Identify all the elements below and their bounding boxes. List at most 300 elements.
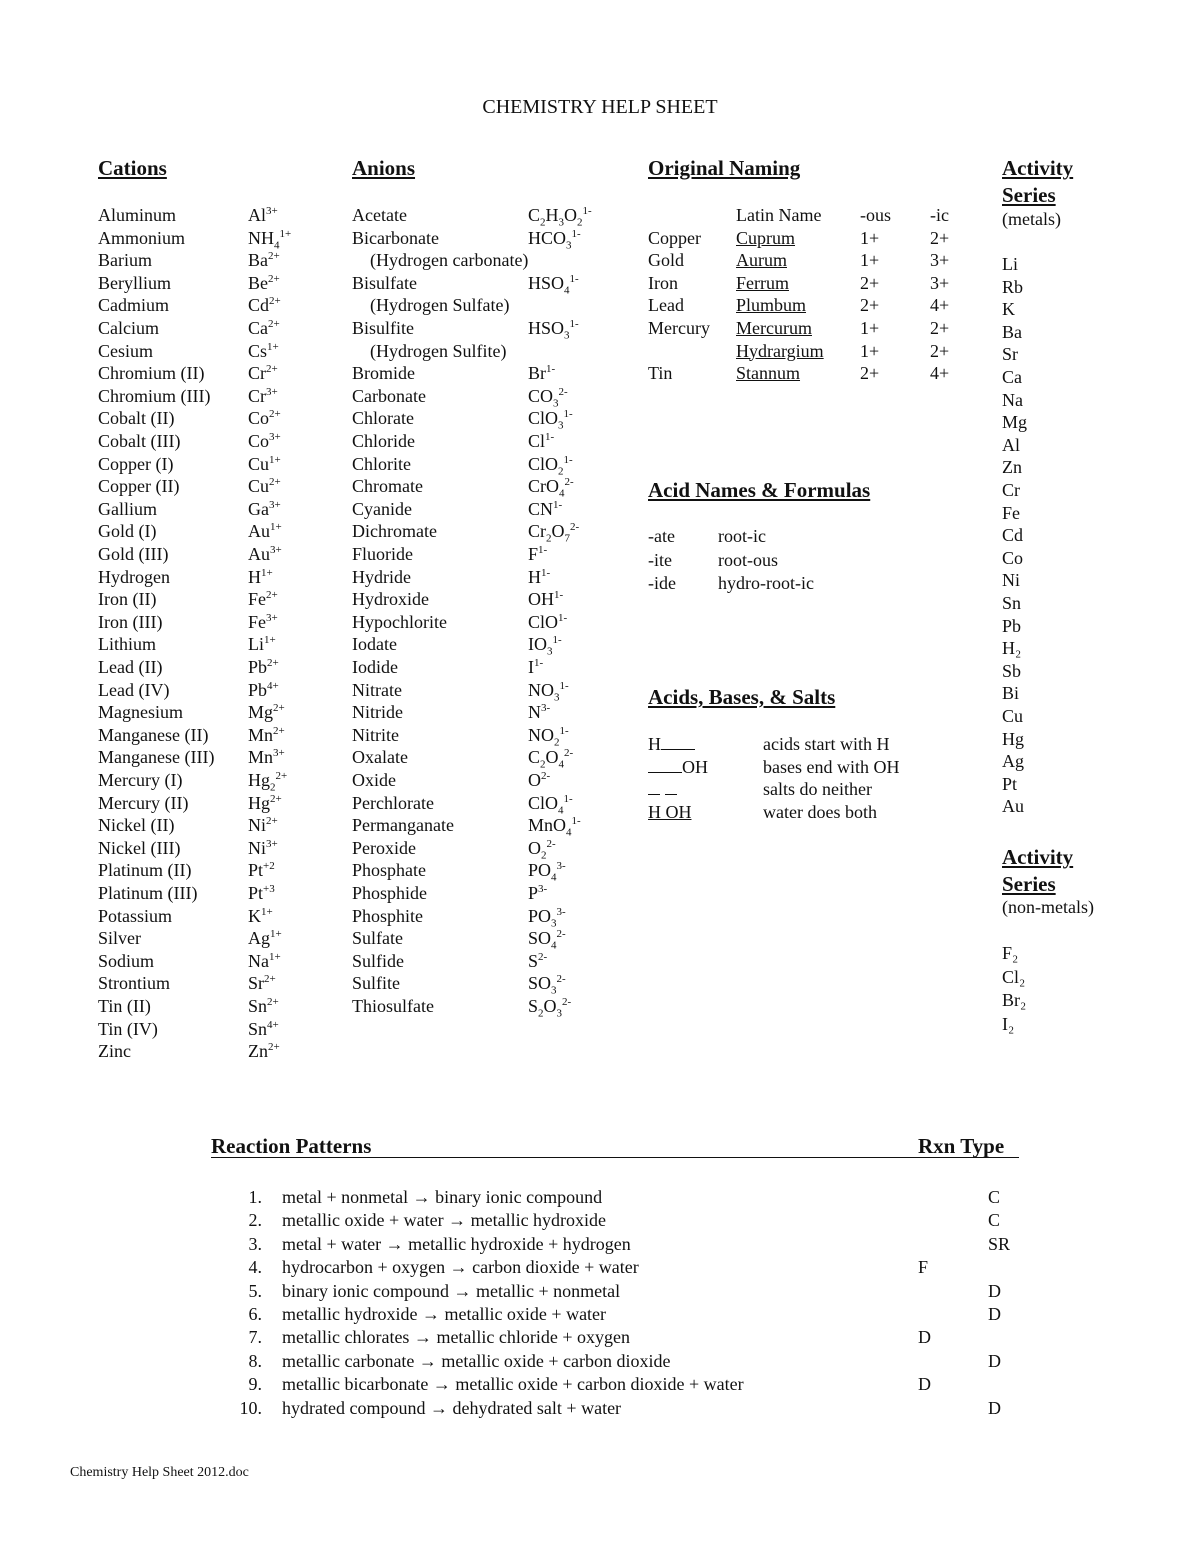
abs-description: bases end with OH	[763, 756, 900, 777]
charge: 2+	[266, 363, 278, 376]
acid-suffix: -ite	[648, 549, 672, 570]
charge: 1-	[554, 589, 564, 602]
charge: 1-	[553, 498, 563, 511]
cation-formula: $Al^{3+}$	[248, 205, 278, 225]
subscript: 2	[546, 532, 552, 545]
cation-formula: $Co^{3+}$	[248, 431, 281, 451]
activity-metal: Zn	[1002, 457, 1022, 478]
activity-metal: Au	[1002, 796, 1024, 817]
charge: 3+	[273, 747, 285, 760]
anion-formula: $SO_3^{2-}$	[528, 973, 566, 997]
anion-formula: CrO$_4^{2-}$	[528, 476, 574, 500]
charge: 1-	[563, 408, 573, 421]
subscript: 4	[558, 758, 565, 771]
activity-metal: H₂	[1002, 638, 1022, 659]
charge: 1+	[279, 227, 292, 240]
cation-formula: $Pt^{+3}$	[248, 883, 275, 903]
charge: 2-	[558, 385, 568, 398]
charge: 1-	[571, 815, 581, 828]
cation-formula: $Cs^{1+}$	[248, 340, 279, 361]
anion-name: Nitrate	[352, 679, 402, 700]
cation-name: Platinum (III)	[98, 883, 198, 903]
acid-suffix: -ate	[648, 526, 675, 546]
reaction-text: metallic oxide + water → metallic hydroxide	[282, 1210, 607, 1231]
reaction-text: metal + nonmetal → binary ionic compound	[282, 1187, 603, 1207]
charge: 1-	[545, 431, 555, 443]
anion-formula: $PO_4^{3-}$	[528, 860, 566, 884]
charge: 1-	[534, 657, 544, 669]
anion-formula: $O_2^{2-}$	[528, 837, 556, 862]
activity-metal: Pb	[1002, 615, 1022, 636]
activity-nonmetals-subtitle: (non-metals)	[1002, 897, 1094, 917]
charge: 1+	[261, 905, 273, 918]
anion-name: Iodide	[352, 657, 398, 677]
charge: 2+	[269, 408, 281, 421]
cation-formula: $Pb^{4+}$	[248, 679, 279, 700]
reaction-type: SR	[988, 1233, 1011, 1254]
acid-rule: root-ous	[718, 549, 778, 570]
anion-formula: $NO_3^{1-}$	[528, 679, 569, 704]
anion-formula: $CN^{1-}$	[528, 498, 563, 519]
cation-formula: $Fe^{3+}$	[248, 611, 278, 632]
charge: 1-	[563, 453, 573, 466]
anion-name: Bicarbonate	[352, 227, 439, 248]
cation-formula: $Mg^{2+}$	[248, 702, 285, 723]
charge: 1+	[270, 928, 282, 941]
charge: 2+	[270, 792, 282, 805]
blank-line	[665, 780, 677, 795]
cation-name: Strontium	[98, 973, 171, 994]
anion-name: Perchlorate	[352, 792, 434, 813]
reaction-number: 5.	[248, 1280, 262, 1301]
charge: 2-	[556, 973, 566, 986]
charge: 3-	[556, 860, 566, 873]
anion-formula: $SO_4^{2-}$	[528, 928, 566, 952]
activity-metals-heading-1: Activity	[1002, 156, 1074, 180]
anion-formula: $C_2H_3O_2^{1-}$	[528, 205, 592, 229]
anion-name: Oxide	[352, 770, 396, 790]
subscript: 2	[541, 849, 547, 862]
anion-name: Acetate	[352, 205, 407, 225]
cation-name: Lithium	[98, 634, 156, 655]
cation-name: Lead (IV)	[98, 679, 170, 700]
charge: 2+	[268, 1041, 280, 1054]
cation-name: Sodium	[98, 950, 155, 971]
subscript: 3	[553, 397, 559, 410]
anion-formula: $HCO_3^{1-}$	[528, 227, 581, 252]
subscript: 2	[554, 736, 560, 749]
abs-pattern: H OH	[648, 801, 692, 822]
anion-formula: $F^{1-}$	[528, 544, 548, 564]
cation-name: Ammonium	[98, 227, 186, 248]
cation-name: Aluminum	[98, 205, 177, 225]
naming-ic: 4+	[930, 295, 950, 316]
charge: 2+	[268, 318, 280, 330]
cation-formula: $Mn^{2+}$	[248, 724, 285, 745]
cation-name: Potassium	[98, 905, 173, 926]
charge: 1-	[569, 272, 579, 285]
charge: 2+	[264, 973, 276, 986]
subscript: 4	[558, 804, 564, 817]
activity-metal: Cd	[1002, 525, 1024, 546]
activity-nonmetal: I₂	[1002, 1013, 1015, 1034]
anion-formula: $I^{1-}$	[528, 657, 544, 677]
cation-formula: $Na^{1+}$	[248, 950, 281, 971]
charge: 2+	[266, 815, 278, 828]
anion-name: Peroxide	[352, 837, 416, 858]
charge: 1+	[270, 521, 282, 534]
reaction-text: hydrocarbon + oxygen → carbon dioxide + water	[282, 1257, 639, 1278]
reaction-type: F	[918, 1257, 929, 1278]
naming-element: Tin	[648, 363, 673, 384]
charge: 4+	[267, 679, 279, 692]
cation-formula: $Mn^{3+}$	[248, 747, 285, 768]
charge: 2+	[273, 724, 285, 737]
cation-name: Gold (I)	[98, 521, 157, 542]
cation-formula: $Cr^{3+}$	[248, 385, 278, 406]
anion-formula: $Cr_2O_7^{2-}$	[528, 521, 580, 545]
reaction-type: D	[988, 1280, 1001, 1301]
charge: 1-	[569, 318, 579, 330]
subscript: 7	[564, 532, 570, 545]
reaction-number: 7.	[248, 1327, 262, 1348]
naming-element: Copper	[648, 227, 701, 248]
reaction-text: metal + water → metallic hydroxide + hydrogen	[282, 1233, 631, 1254]
charge: 1-	[541, 566, 551, 579]
reaction-type: D	[988, 1304, 1001, 1324]
anion-name: Bisulfite	[352, 318, 414, 338]
cation-name: Nickel (II)	[98, 815, 175, 836]
cation-formula: $Sn^{2+}$	[248, 996, 279, 1016]
anion-formula: ClO$^{1-}$	[528, 611, 568, 632]
activity-metal: Bi	[1002, 683, 1020, 704]
anion-name: Hypochlorite	[352, 611, 447, 632]
cation-formula: $Cr^{2+}$	[248, 363, 278, 384]
reaction-type: D	[918, 1327, 931, 1348]
charge: 2+	[269, 476, 281, 489]
subscript: 4	[566, 826, 572, 839]
reaction-number: 2.	[248, 1210, 262, 1231]
cation-name: Copper (I)	[98, 453, 174, 474]
cation-formula: $Sn^{4+}$	[248, 1018, 279, 1039]
original-naming-heading: Original Naming	[648, 156, 801, 180]
acids-bases-heading: Acids, Bases, & Salts	[648, 685, 836, 709]
charge: 3+	[266, 611, 278, 624]
anion-name: Phosphite	[352, 905, 424, 926]
anion-name: Sulfate	[352, 928, 403, 949]
cation-name: Chromium (II)	[98, 363, 205, 384]
reaction-type: C	[988, 1187, 1001, 1207]
footer-filename: Chemistry Help Sheet 2012.doc	[70, 1465, 249, 1480]
cation-formula: $Au^{3+}$	[248, 544, 282, 564]
subscript: 4	[551, 939, 557, 952]
activity-metal: Rb	[1002, 276, 1024, 297]
charge: 2+	[275, 770, 288, 782]
naming-element: Iron	[648, 272, 678, 293]
cation-name: Platinum (II)	[98, 860, 192, 881]
subscript: 4	[551, 871, 557, 884]
cation-name: Tin (II)	[98, 996, 151, 1016]
subscript: 3	[554, 691, 560, 704]
anion-name: Chromate	[352, 476, 423, 497]
cation-formula: $Co^{2+}$	[248, 408, 281, 429]
charge: 1+	[269, 453, 281, 466]
charge: 2-	[564, 476, 574, 489]
anion-formula: $P^{3-}$	[528, 883, 548, 903]
anion-name: Carbonate	[352, 385, 426, 406]
cation-name: Cesium	[98, 340, 154, 361]
subscript: 3	[556, 1007, 563, 1020]
cation-formula: $Ag^{1+}$	[248, 928, 282, 949]
charge: 2-	[564, 747, 574, 760]
anion-formula: $S_2O_3^{2-}$	[528, 996, 572, 1020]
naming-ous: 2+	[860, 363, 880, 384]
subscript: 4	[559, 487, 565, 500]
activity-metal: Ca	[1002, 367, 1022, 387]
abs-description: acids start with H	[763, 734, 890, 754]
charge: 1-	[538, 544, 548, 556]
naming-ous: 1+	[860, 250, 880, 271]
reaction-number: 3.	[248, 1233, 262, 1254]
naming-ous: 1+	[860, 318, 880, 338]
charge: 1+	[261, 566, 273, 579]
charge: 2+	[269, 295, 281, 308]
reaction-text: hydrated compound → dehydrated salt + water	[282, 1397, 622, 1418]
naming-ic: 3+	[930, 272, 950, 293]
cation-name: Tin (IV)	[98, 1018, 158, 1039]
subscript: 3	[547, 645, 553, 658]
abs-pattern	[648, 778, 677, 800]
cation-name: Copper (II)	[98, 476, 180, 497]
anion-formula: ClO$_4^{1-}$	[528, 792, 573, 817]
activity-metals-heading-2: Series	[1002, 183, 1056, 207]
anion-name: Oxalate	[352, 747, 408, 768]
charge: 1-	[559, 679, 569, 692]
activity-metal: Sr	[1002, 344, 1019, 365]
anion-formula: $S^{2-}$	[528, 950, 548, 971]
cation-formula: $Pt^{+2}$	[248, 860, 275, 881]
reaction-number: 1.	[248, 1187, 262, 1207]
acid-names-heading: Acid Names & Formulas	[648, 478, 871, 502]
cation-name: Gallium	[98, 498, 157, 519]
page-title: CHEMISTRY HELP SHEET	[482, 96, 718, 118]
reaction-text: metallic chlorates → metallic chloride + oxygen	[282, 1327, 631, 1348]
naming-col-header: -ic	[930, 205, 949, 225]
naming-latin: Ferrum	[736, 272, 789, 293]
anion-formula: $Cl^{1-}$	[528, 431, 555, 451]
naming-ic: 4+	[930, 363, 950, 384]
activity-metal: Cr	[1002, 480, 1020, 500]
charge: 2-	[570, 521, 580, 534]
subscript: 2	[540, 758, 546, 771]
cation-name: Iron (III)	[98, 611, 163, 632]
charge: 4+	[267, 1018, 279, 1031]
cation-name: Gold (III)	[98, 544, 169, 564]
anion-name: Nitride	[352, 702, 403, 723]
charge: 1-	[582, 205, 592, 217]
anion-name: Hydroxide	[352, 589, 429, 610]
anion-name: Chlorite	[352, 453, 411, 474]
naming-latin: Cuprum	[736, 227, 796, 248]
reaction-header-rule	[211, 1157, 1019, 1158]
subscript: 2	[540, 216, 546, 229]
anion-formula: $OH^{1-}$	[528, 589, 564, 610]
anion-name: Cyanide	[352, 498, 412, 519]
reaction-text: metallic bicarbonate → metallic oxide + carbon dioxide + water	[282, 1374, 744, 1395]
cation-name: Silver	[98, 928, 141, 949]
cation-formula: $Li^{1+}$	[248, 634, 276, 655]
charge: 1-	[571, 227, 581, 240]
charge: 2+	[266, 589, 278, 602]
reaction-number: 8.	[248, 1350, 262, 1371]
charge: 1-	[558, 611, 568, 624]
cation-formula: $Hg_2^{2+}$	[248, 770, 288, 794]
charge: 1-	[563, 792, 573, 805]
cation-name: Calcium	[98, 318, 159, 338]
charge: 3+	[266, 837, 278, 850]
activity-metal: Hg	[1002, 728, 1024, 749]
cation-formula: $Pb^{2+}$	[248, 657, 279, 677]
charge: 3+	[270, 544, 282, 556]
reaction-type: D	[988, 1397, 1001, 1418]
naming-ic: 2+	[930, 340, 950, 361]
cation-name: Manganese (II)	[98, 724, 209, 745]
activity-metal: Sn	[1002, 593, 1022, 613]
abs-pattern: OH	[648, 756, 708, 778]
activity-metal: Cu	[1002, 706, 1024, 726]
reaction-type: D	[918, 1374, 931, 1395]
cation-name: Zinc	[98, 1041, 131, 1062]
subscript: 3	[551, 917, 557, 930]
cation-formula: $Cu^{1+}$	[248, 453, 281, 474]
anion-name: Thiosulfate	[352, 996, 434, 1016]
anion-formula: ClO$_3^{1-}$	[528, 408, 573, 432]
anion-name: Dichromate	[352, 521, 437, 542]
anion-formula: $Br^{1-}$	[528, 363, 556, 384]
reaction-text: metallic hydroxide → metallic oxide + water	[282, 1304, 607, 1324]
anion-name: Phosphide	[352, 883, 428, 903]
anion-formula: ClO$_2^{1-}$	[528, 453, 573, 478]
naming-ous: 2+	[860, 272, 880, 293]
charge: 3-	[541, 702, 551, 715]
anions-heading: Anions	[352, 156, 416, 180]
charge: 2+	[267, 657, 279, 669]
cation-formula: $Ni^{3+}$	[248, 837, 278, 858]
charge: 2-	[556, 928, 566, 941]
cation-formula: $Be^{2+}$	[248, 272, 280, 293]
activity-metal: Mg	[1002, 412, 1028, 433]
anion-name: Sulfite	[352, 973, 400, 994]
charge: 3-	[556, 905, 566, 918]
activity-metal: Fe	[1002, 502, 1020, 523]
cation-name: Cobalt (III)	[98, 431, 181, 451]
reaction-type: C	[988, 1210, 1001, 1231]
cation-formula: $Au^{1+}$	[248, 521, 282, 542]
anion-name: Permanganate	[352, 815, 454, 836]
cation-formula: $Cd^{2+}$	[248, 295, 281, 316]
reaction-text: binary ionic compound → metallic + nonmetal	[282, 1280, 621, 1301]
anion-formula: $O^{2-}$	[528, 770, 551, 790]
charge: 3+	[266, 385, 278, 398]
naming-ous: 2+	[860, 295, 880, 316]
cation-name: Beryllium	[98, 272, 171, 293]
naming-col-header: -ous	[860, 205, 891, 225]
anion-alt-name: (Hydrogen carbonate)	[370, 250, 529, 271]
anion-formula: MnO$_4^{1-}$	[528, 815, 581, 839]
anion-formula: $N^{3-}$	[528, 702, 551, 723]
cation-name: Iron (II)	[98, 589, 157, 610]
reaction-patterns-heading: Reaction Patterns	[211, 1134, 372, 1158]
charge: 1+	[267, 340, 279, 353]
anion-formula: $PO_3^{3-}$	[528, 905, 566, 930]
charge: 1-	[552, 634, 562, 647]
reaction-number: 9.	[248, 1374, 262, 1395]
cation-name: Mercury (I)	[98, 770, 183, 790]
cation-formula: $Ga^{3+}$	[248, 498, 281, 519]
activity-metal: Al	[1002, 434, 1020, 455]
charge: 2-	[538, 950, 548, 963]
naming-ous: 1+	[860, 340, 880, 361]
anion-formula: $IO_3^{1-}$	[528, 634, 562, 658]
cation-name: Chromium (III)	[98, 385, 211, 406]
naming-latin: Hydrargium	[736, 340, 824, 361]
anion-formula: $C_2O_4^{2-}$	[528, 747, 574, 771]
anion-formula: $CO_3^{2-}$	[528, 385, 568, 410]
charge: 3+	[269, 498, 281, 511]
activity-metal: Na	[1002, 389, 1023, 410]
rxn-type-heading: Rxn Type	[918, 1134, 1005, 1158]
cation-formula: $Ba^{2+}$	[248, 250, 280, 271]
charge: 3+	[269, 431, 281, 443]
cation-formula: $Hg^{2+}$	[248, 792, 282, 813]
naming-latin: Stannum	[736, 363, 801, 384]
activity-metal: Ag	[1002, 751, 1024, 772]
abs-description: salts do neither	[763, 779, 872, 800]
cation-formula: $Ca^{2+}$	[248, 318, 280, 338]
acid-rule: hydro-root-ic	[718, 573, 814, 593]
activity-metal: Pt	[1002, 773, 1018, 794]
reaction-text: metallic carbonate → metallic oxide + carbon dioxide	[282, 1350, 671, 1371]
charge: 2+	[268, 272, 280, 285]
cation-name: Mercury (II)	[98, 792, 189, 813]
charge: +2	[263, 860, 275, 873]
abs-description: water does both	[763, 801, 877, 822]
naming-latin: Mercurum	[736, 318, 812, 338]
cation-formula: $Cu^{2+}$	[248, 476, 281, 497]
charge: 1+	[269, 950, 281, 963]
subscript: 3	[564, 329, 570, 342]
naming-col-header: Latin Name	[736, 205, 822, 225]
anion-name: Iodate	[352, 634, 397, 655]
cations-heading: Cations	[98, 156, 167, 180]
cation-formula: $Sr^{2+}$	[248, 973, 276, 994]
anion-formula: $H^{1-}$	[528, 566, 551, 587]
charge: 3+	[266, 205, 278, 217]
cation-name: Manganese (III)	[98, 747, 215, 768]
anion-alt-name: (Hydrogen Sulfate)	[370, 295, 510, 316]
subscript: 4	[564, 284, 570, 297]
activity-metal: Ba	[1002, 321, 1022, 342]
anion-name: Chlorate	[352, 408, 414, 429]
anion-formula: $HSO_4^{1-}$	[528, 272, 579, 297]
subscript: 2	[538, 1007, 544, 1020]
acid-rule: root-ic	[718, 526, 766, 546]
anion-name: Sulfide	[352, 950, 404, 971]
blank-line	[648, 758, 682, 773]
anion-name: Bisulfate	[352, 272, 417, 293]
naming-latin: Plumbum	[736, 295, 807, 316]
naming-element: Gold	[648, 250, 684, 271]
